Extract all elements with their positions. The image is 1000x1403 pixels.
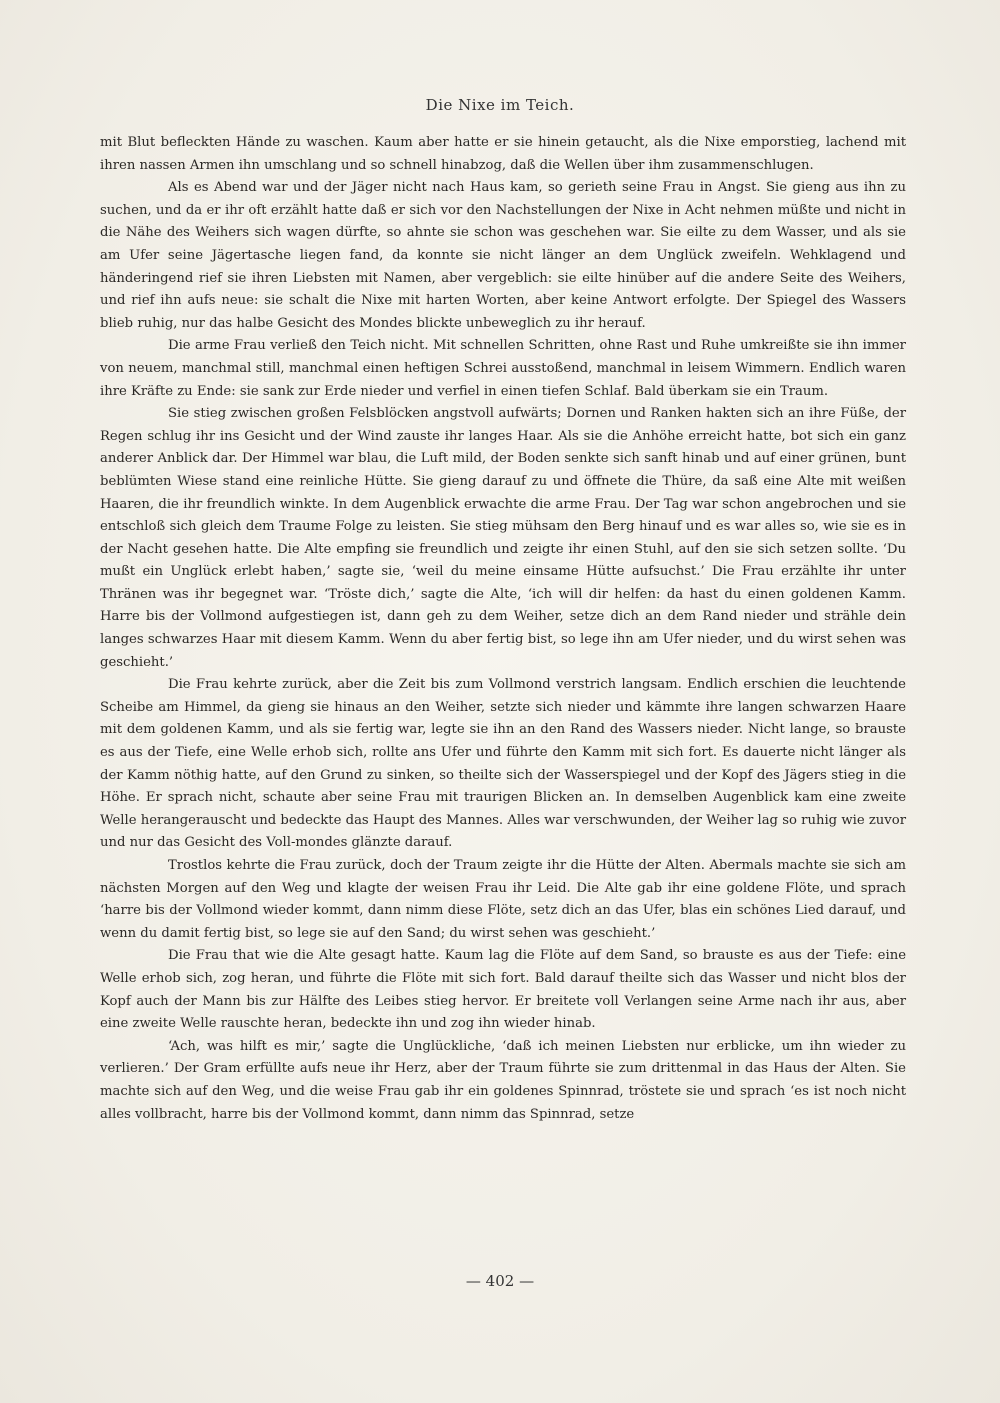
paragraph: Die Frau kehrte zurück, aber die Zeit bis zum Vollmond verstrich langsam. Endlich erschien die leuchtende Scheibe am Himmel, da gieng sie hinaus an den Weiher, setzte sich nieder und kämmte ihre langen schwarzen Haare mit dem goldenen Kamm, und als sie fertig war, legte sie ihn an den Rand des Wassers nieder. Nicht lange, so brauste es aus der Tiefe, eine Welle erhob sich, rollte ans Ufer und führte den Kamm mit sich fort. Es dauerte nicht länger als der Kamm nöthig hatte, auf den Grund zu sinken, so theilte sich der Wasserspiegel und der Kopf des Jägers stieg in die Höhe. Er sprach nicht, schaute aber seine Frau mit traurigen Blicken an. In demselben Augenblick kam eine zweite Welle herangerauscht und bedeckte das Haupt des Mannes. Alles war verschwunden, der Weiher lag so ruhig wie zuvor und nur das Gesicht des Voll-mondes glänzte darauf. [100, 677, 906, 851]
paragraph: Trostlos kehrte die Frau zurück, doch der Traum zeigte ihr die Hütte der Alten. Abermals machte sie sich am nächsten Morgen auf den Weg und klagte der weisen Frau ihr Leid. Die Alte gab ihr eine goldene Flöte, und sprach ‘harre bis der Vollmond wieder kommt, dann nimm diese Flöte, setz dich an das Ufer, blas ein schönes Lied darauf, und wenn du damit fertig bist, so lege sie auf den Sand; du wirst sehen was geschieht.’ [100, 858, 906, 941]
paragraph: Die arme Frau verließ den Teich nicht. Mit schnellen Schritten, ohne Rast und Ruhe umkreißte sie ihn immer von neuem, manchmal still, manchmal einen heftigen Schrei ausstoßend, manchmal in leisem Wimmern. Endlich waren ihre Kräfte zu Ende: sie sank zur Erde nieder und verfiel in einen tiefen Schlaf. Bald überkam sie ein Traum. [100, 338, 906, 399]
running-head: Die Nixe im Teich. [425, 96, 575, 114]
paragraph: Als es Abend war und der Jäger nicht nach Haus kam, so gerieth seine Frau in Angst. Sie gieng aus ihn zu suchen, und da er ihr oft erzählt hatte daß er sich vor den Nachstellungen der Nixe in Acht nehmen müßte und nicht in die Nähe des Weihers sich wagen dürfte, so ahnte sie schon was geschehen war. Sie eilte zu dem Wasser, und als sie am Ufer seine Jägertasche liegen fand, da konnte sie nicht länger an dem Unglück zweifeln. Wehklagend und händeringend rief sie ihren Liebsten mit Namen, aber vergeblich: sie eilte hinüber auf die andere Seite des Weihers, und rief ihn aufs neue: sie schalt die Nixe mit harten Worten, aber keine Antwort erfolgte. Der Spiegel des Wassers blieb ruhig, nur das halbe Gesicht des Mondes blickte unbeweglich zu ihr herauf. [100, 180, 906, 331]
paragraph: Die Frau that wie die Alte gesagt hatte. Kaum lag die Flöte auf dem Sand, so brauste es aus der Tiefe: eine Welle erhob sich, zog heran, und führte die Flöte mit sich fort. Bald darauf theilte sich das Wasser und nicht blos der Kopf auch der Mann bis zur Hälfte des Leibes stieg hervor. Er breitete voll Verlangen seine Arme nach ihr aus, aber eine zweite Welle rauschte heran, bedeckte ihn und zog ihn wieder hinab. [100, 948, 906, 1032]
paragraph: Sie stieg zwischen großen Felsblöcken angstvoll aufwärts; Dornen und Ranken hakten sich an ihre Füße, der Regen schlug ihr ins Gesicht und der Wind zauste ihr langes Haar. Als sie die Anhöhe erreicht hatte, bot sich ein ganz anderer Anblick dar. Der Himmel war blau, die Luft mild, der Boden senkte sich sanft hinab und auf einer grünen, bunt beblümten Wiese stand eine reinliche Hütte. Sie gieng darauf zu und öffnete die Thüre, da saß eine Alte mit weißen Haaren, die ihr freundlich winkte. In dem Augenblick erwachte die arme Frau. Der Tag war schon angebrochen und sie entschloß sich gleich dem Traume Folge zu leisten. Sie stieg mühsam den Berg hinauf und es war alles so, wie sie es in der Nacht gesehen hatte. Die Alte empfing sie freundlich und zeigte ihr einen Stuhl, auf den sie sich setzen sollte. ‘Du mußt ein Unglück erlebt haben,’ sagte sie, ‘weil du meine einsame Hütte aufsuchst.’ Die Frau erzählte ihr unter Thränen was ihr begegnet war. ‘Tröste dich,’ sagte die Alte, ‘ich will dir helfen: da hast du einen goldenen Kamm. Harre bis der Vollmond aufgestiegen ist, dann geh zu dem Weiher, setze dich an dem Rand nieder und strähle dein langes schwarzes Haar mit diesem Kamm. Wenn du aber fertig bist, so lege ihn am Ufer nieder, und du wirst sehen was geschieht.’ [100, 406, 906, 670]
page-number: — 402 — [465, 1272, 535, 1290]
paragraph: ‘Ach, was hilft es mir,’ sagte die Unglückliche, ‘daß ich meinen Liebsten nur erblicke, um ihn wieder zu verlieren.’ Der Gram erfüllte aufs neue ihr Herz, aber der Traum führte sie zum drittenmal in das Haus der Alten. Sie machte sich auf den Weg, und die weise Frau gab ihr ein goldenes Spinnrad, tröstete sie und sprach ‘es ist noch nicht alles vollbracht, harre bis der Vollmond kommt, dann nimm das Spinnrad, setze [100, 1038, 906, 1122]
paragraph-continued: mit Blut befleckten Hände zu waschen. Kaum aber hatte er sie hinein getaucht, als die Nixe emporstieg, lachend mit ihren nassen Armen ihn umschlang und so schnell hinabzog, daß die Wellen über ihm zusammenschlugen. [100, 135, 906, 173]
body-text [100, 132, 906, 1126]
